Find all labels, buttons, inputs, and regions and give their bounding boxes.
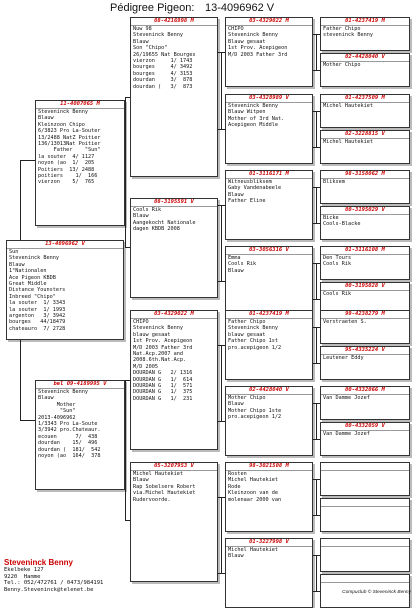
pigeon-info-line: Blauw [228, 401, 244, 408]
ring-number: 01-4237419 M [321, 18, 409, 26]
ancestor-box [320, 422, 410, 456]
ancestor-box [320, 462, 410, 496]
pigeon-info-line: dourdan ( 181/ 542 [38, 446, 101, 453]
ring-number: 00-4332066 M [321, 387, 409, 395]
pigeon-info-line: Kleinzoon Chipo [38, 121, 85, 128]
grandparent-box [130, 17, 218, 177]
pigeon-info-line: noyon (ao 1/ 205 [38, 160, 95, 167]
pigeon-info-line: dourdan 15/ 496 [38, 440, 98, 447]
ancestor-box [320, 346, 410, 380]
pigeon-info-line: Steveninck Benny [38, 389, 88, 395]
pigeon-info-line: Blauw [228, 191, 244, 198]
pigeon-info-line: DOURDAN G 1/ 571 [133, 383, 193, 390]
ring-number: 13-4096962 V [7, 241, 123, 249]
ancestor-box [320, 94, 410, 128]
ring-number: 03-3056316 V [226, 247, 312, 255]
pigeon-info-line: 2008.6th.Nat.Acp. [133, 357, 187, 364]
subject-pigeon-box [6, 240, 124, 340]
connector-line [218, 421, 225, 422]
ring-number: 01-3116108 M [321, 247, 409, 255]
ring-number: 05-3207953 V [131, 463, 217, 471]
pigeon-info-line: Blauw [133, 213, 149, 220]
pigeon-info-line: Verstraeten S. [323, 319, 367, 325]
connector-line [20, 160, 35, 161]
connector-line [316, 34, 317, 70]
pigeon-info-line: Cools Rik [323, 261, 352, 268]
pigeon-info-line: Blauw [38, 395, 54, 402]
title-ring: 13-4096962 V [205, 2, 275, 14]
pigeon-info-line: Michel Hautekiet [228, 547, 278, 553]
pigeon-info-line: Father Chipo [323, 26, 361, 32]
pigeon-info-line: 1°Nationalen [9, 268, 47, 275]
pigeon-info-line: 136/13013Nat Poitier [38, 141, 101, 148]
connector-line [218, 573, 225, 574]
connector-line [313, 591, 320, 592]
pigeon-info-line: Michel Hautekiet [133, 471, 183, 477]
pigeon-info-line: la souter 1/ 1993 [9, 306, 66, 313]
connector-line [316, 111, 317, 147]
pigeon-info-line: poitiers 1/ 166 [38, 173, 98, 180]
owner-block [4, 558, 103, 593]
ring-number: 01-4237509 M [321, 95, 409, 103]
pigeon-info-line: Blauw [9, 261, 25, 268]
pigeon-info-line: M/D 2005 [133, 363, 158, 370]
pigeon-info-line: Blauw Witpen [228, 109, 266, 116]
pigeon-info-line: DOURDAN G 1/ 231 [133, 395, 193, 402]
pigeon-info-line: pro.acepigeon 1/2 [228, 344, 282, 351]
pigeon-info-line: Mother [38, 401, 76, 408]
pigeon-info-line: Distance Younsters [9, 287, 66, 294]
pigeon-info-line: Steveninck Benny [38, 109, 88, 115]
ring-number: 00-3195028 V [321, 283, 409, 291]
ring-number: 02-4428040 V [226, 387, 312, 395]
owner-city: 9220 Hamme [4, 573, 41, 580]
pigeon-info-line: steveninck Benny [323, 32, 373, 39]
grandparent-box [130, 198, 218, 298]
pigeon-info-line: Cools Rik [228, 261, 257, 268]
pigeon-info-line: Mother Chipo [228, 395, 266, 401]
connector-line [316, 403, 317, 439]
connector-line [20, 160, 21, 240]
ring-number: 01-3116171 M [226, 171, 312, 179]
owner-address: Ekelbeke 127 [4, 567, 44, 573]
connector-line [218, 281, 225, 282]
ancestor-box [320, 53, 410, 87]
pigeon-info-line: Emma [228, 255, 241, 261]
ring-number: 03-4329022 M [131, 311, 217, 319]
pigeon-info-line: Mother of 3rd Nat. [228, 115, 285, 122]
pigeon-info-line: chateauro 7/ 2728 [9, 325, 66, 332]
pigeon-info-line: vierzon 1/ 1743 [133, 58, 193, 65]
ring-number: 99-4238279 M [321, 311, 409, 319]
pigeon-info-line: 1st Prov. Acepigeon [133, 338, 193, 345]
ring-number: 01-3227998 V [226, 539, 312, 547]
grandparent-box [130, 310, 218, 450]
ancestor-box [320, 17, 410, 51]
ring-number: 02-3228815 V [321, 131, 409, 139]
pigeon-info-line: DOURDAN G 2/ 1316 [133, 370, 193, 377]
pigeon-info-line: Gaby Vandenabeele [228, 185, 282, 192]
pigeon-info-line: dourdan ( 3/ 873 [133, 83, 193, 90]
ancestor-box [320, 498, 410, 532]
pigeon-info-line: Blauw gesaat [228, 38, 266, 45]
pigeon-info-line: 3/3942 pro.Chateaur. [38, 427, 101, 434]
pigeon-info-line: bourges 4/ 3492 [133, 64, 193, 71]
pigeon-info-line: Rudervoorde. [133, 496, 171, 503]
ring-number: 08-3195591 V [131, 199, 217, 207]
connector-line [221, 52, 222, 129]
great-grandparent-box [225, 386, 313, 456]
pigeon-info-line: pro.acepigeon 1/2 [228, 414, 282, 421]
connector-line [316, 327, 317, 363]
pigeon-info-line: Michel Hautekiet [323, 139, 373, 145]
pigeon-info-line: Steveninck Benny [228, 103, 278, 109]
pigeon-info-line: Father "Sun" [38, 147, 101, 154]
pigeon-info-line: Nuw 98 [133, 26, 152, 32]
pigeon-info-line: Bicke [323, 215, 339, 221]
pigeon-info-line: Cools Rik [133, 207, 162, 213]
pigeon-info-line: CHIPO [228, 26, 244, 32]
pigeon-info-line: bourges 4/ 3153 [133, 70, 193, 77]
pigeon-info-line: 1st Prov. Acepigeon [228, 45, 288, 52]
pigeon-info-line: Leutener Eddy [323, 355, 364, 361]
pigeon-info-line: 2013-4096962 [38, 414, 76, 421]
grandparent-box [130, 462, 218, 582]
connector-line [316, 187, 317, 223]
pigeon-info-line: Blauw [133, 38, 149, 45]
pigeon-info-line: Van Damme Jozef [323, 431, 370, 437]
footer-credit: Compuclub © Steveninck Benny [342, 590, 411, 595]
pigeon-info-line: Bliksem [323, 179, 345, 185]
pigeon-info-line: Blauw [133, 477, 149, 484]
ring-number [321, 539, 409, 547]
pigeon-info-line: molenaar 2000 van [228, 496, 282, 503]
pigeon-info-line: Michel Hautekiet [323, 103, 373, 109]
great-grandparent-box [225, 17, 313, 87]
owner-phone: Tel.: 052/472761 / 0473/984191 [4, 580, 104, 586]
mother-box [35, 380, 125, 490]
ancestor-box [320, 130, 410, 164]
pigeon-info-line: Poitiers 13/ 2488 [38, 166, 95, 173]
ring-number: bel 09-4189995 V [36, 381, 124, 389]
pigeon-info-line: Kleinzoon van de [228, 490, 278, 497]
pigeon-info-line: Father Eline [228, 198, 266, 205]
pigeon-info-line: 13/2488 NatZ Poitier [38, 134, 101, 141]
ring-number: 00-4332059 V [321, 423, 409, 431]
pigeon-info-line: Rosten [228, 471, 247, 477]
pigeon-info-line: argenton 3/ 3942 [9, 313, 66, 320]
connector-line [313, 299, 320, 300]
pigeon-info-line: Blauw [228, 267, 244, 274]
pigeon-info-line: Steveninck Benny [133, 325, 183, 332]
pigeon-info-line: DOURDAN G 1/ 375 [133, 389, 193, 396]
owner-name: Steveninck Benny [4, 558, 73, 567]
pigeon-info-line: Cools-Blacke [323, 221, 361, 228]
pigeon-info-line: Cools Rik [323, 291, 352, 297]
ring-number [321, 575, 409, 583]
pigeon-info-line: Nat.Acp.2007 and [133, 351, 183, 358]
connector-line [221, 205, 222, 281]
great-grandparent-box [225, 538, 313, 608]
pigeon-info-line: vierzon 5/ 765 [38, 179, 95, 186]
pigeon-info-line: ecouen 7/ 438 [38, 433, 98, 440]
ring-number: 98-3021508 M [226, 463, 312, 471]
title-label: Pédigree Pigeon: [110, 2, 195, 14]
connector-line [20, 420, 35, 421]
connector-line [125, 97, 126, 247]
pigeon-info-line: Blauw [38, 115, 54, 122]
connector-line [313, 363, 320, 364]
pigeon-info-line: Van Damme Jozef [323, 395, 370, 401]
connector-line [313, 439, 320, 440]
ring-number [321, 463, 409, 471]
pigeon-info-line: 1/3343 Pro La-Soute [38, 421, 98, 428]
pigeon-info-line: Inbreed "Chipo" [9, 293, 56, 300]
connector-line [218, 129, 225, 130]
ancestor-box [320, 538, 410, 572]
pigeon-info-line: Steveninck Benny [228, 325, 278, 332]
owner-email: Benny.Steveninck@telenet.be [4, 586, 94, 593]
great-grandparent-box [225, 246, 313, 316]
great-grandparent-box [225, 170, 313, 240]
ring-number: 08-4216998 M [131, 18, 217, 26]
ring-number: 00-3195029 V [321, 207, 409, 215]
pigeon-info-line: Den Tours [323, 255, 352, 261]
pigeon-info-line: Acepigeon Middle [228, 122, 278, 129]
connector-line [20, 340, 21, 420]
pigeon-info-line: Rode [228, 483, 241, 490]
pigeon-info-line: Aangekocht Nationale [133, 219, 196, 226]
connector-line [221, 497, 222, 573]
connector-line [316, 263, 317, 299]
pigeon-info-line: Mother Chipo [323, 62, 361, 68]
connector-line [313, 147, 320, 148]
pigeon-info-line: bourges 44/18479 [9, 319, 66, 326]
pigeon-info-line: Father Chipo [228, 319, 266, 325]
pigeon-info-line: "Sun" [38, 408, 76, 415]
ancestor-box [320, 170, 410, 204]
ring-number: 03-4329022 M [226, 18, 312, 26]
ring-number [321, 499, 409, 507]
connector-line [125, 380, 126, 520]
connector-line [313, 70, 320, 71]
pigeon-info-line: 6/3823 Pro La-Souter [38, 128, 101, 135]
connector-line [221, 345, 222, 421]
pigeon-info-line: Steveninck Benny [228, 32, 278, 39]
great-grandparent-box [225, 462, 313, 532]
pigeon-info-line: la souter 1/ 3343 [9, 300, 66, 307]
connector-line [125, 247, 130, 248]
ring-number: 01-4237419 M [226, 311, 312, 319]
connector-line [316, 555, 317, 591]
pigeon-info-line: dagen KBDB 2008 [133, 226, 180, 233]
ancestor-box [320, 386, 410, 420]
pigeon-info-line: Steveninck Benny [9, 255, 59, 262]
connector-line [313, 223, 320, 224]
ancestor-box [320, 310, 410, 344]
pigeon-info-line: Father Chipo 1st [228, 338, 278, 345]
pigeon-info-line: M/D 2003 Father 3rd [228, 51, 288, 58]
ring-number: 98-3158062 M [321, 171, 409, 179]
connector-line [313, 515, 320, 516]
pigeon-info-line: Sun [9, 249, 19, 255]
pigeon-info-line: Blauw [228, 553, 244, 560]
pigeon-info-line: blauw gesaat [228, 331, 266, 338]
pigeon-info-line: Witneusbliksem [228, 179, 272, 185]
pigeon-info-line: via.Michel Hautekiet [133, 490, 196, 497]
pigeon-info-line: M/D 2003 Father 3rd [133, 344, 193, 351]
ring-number: 03-4328989 V [226, 95, 312, 103]
pigeon-info-line: dourdan 3/ 878 [133, 77, 193, 84]
pigeon-info-line: Ace Pigeon KBDB [9, 274, 56, 281]
ring-number: 95-4335224 V [321, 347, 409, 355]
pigeon-info-line: Rap Sobelsere Robert [133, 483, 196, 490]
great-grandparent-box [225, 310, 313, 380]
ancestor-box [320, 206, 410, 240]
pigeon-info-line: Son "Chipo" [133, 45, 168, 52]
pigeon-info-line: la souter 4/ 1127 [38, 153, 95, 160]
ancestor-box [320, 246, 410, 280]
connector-line [316, 479, 317, 515]
pigeon-info-line: Steveninck Benny [133, 32, 183, 39]
connector-line [125, 520, 130, 521]
ring-number: 02-4428040 V [321, 54, 409, 62]
pigeon-info-line: Mother Chipo 1ste [228, 407, 282, 414]
great-grandparent-box [225, 94, 313, 164]
father-box [35, 100, 125, 226]
ring-number: 11-4007065 M [36, 101, 124, 109]
pigeon-info-line: blauw gesaat [133, 331, 171, 338]
pigeon-info-line: 26/19655 Nat Bourges [133, 51, 196, 58]
pigeon-info-line: noyon (ao 164/ 378 [38, 453, 101, 460]
pigeon-info-line: Michel Hautekiet [228, 477, 278, 484]
pigeon-info-line: DOURDAN G 1/ 614 [133, 376, 193, 383]
pigeon-info-line: CHIPO [133, 319, 149, 325]
pigeon-info-line: Great Middle [9, 281, 47, 288]
